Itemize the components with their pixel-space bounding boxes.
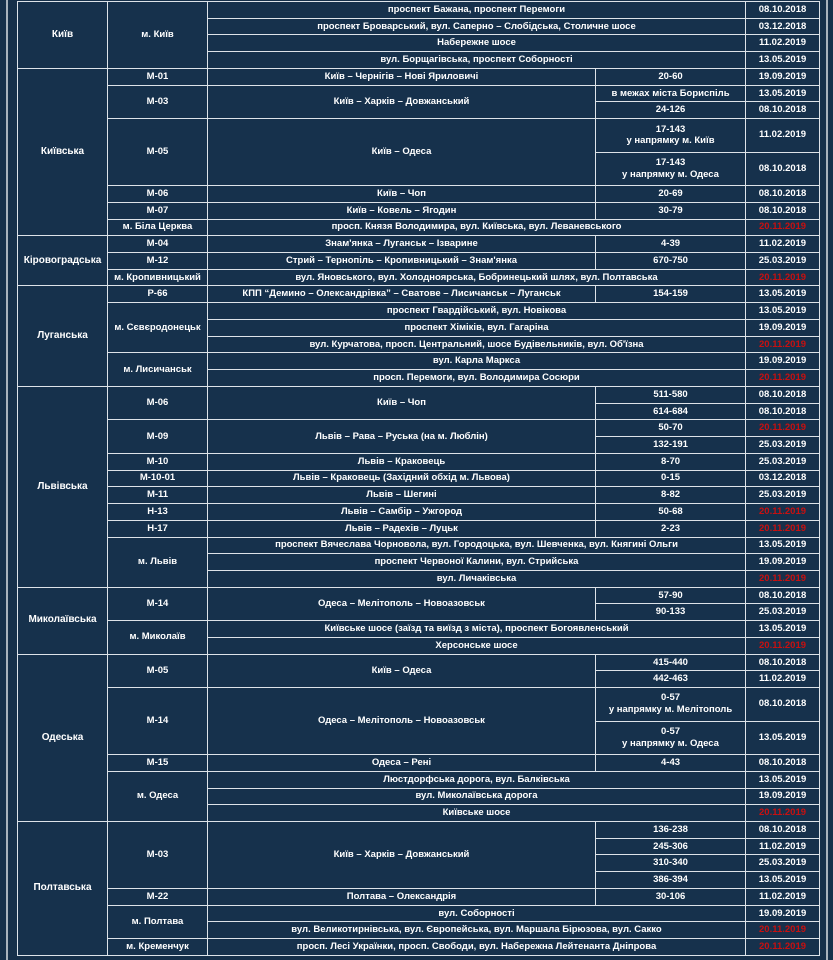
road-code-cell: М-04 [108, 236, 208, 253]
date-cell: 13.05.2019 [746, 872, 820, 889]
table-row [18, 303, 820, 320]
road-code-cell: М-10 [108, 453, 208, 470]
region-cell: Полтавська [18, 821, 108, 955]
date-cell: 20.11.2019 [746, 336, 820, 353]
km-range: 20-60 [658, 70, 683, 82]
km-range-cell [596, 654, 746, 671]
km-range: 0-57 [661, 725, 681, 737]
table-row [18, 654, 820, 671]
road-name-cell: Львів – Краковець [208, 453, 596, 470]
table-row [18, 520, 820, 537]
km-range-cell [596, 721, 746, 754]
table-row [18, 186, 820, 203]
km-range-cell [596, 85, 746, 102]
street-cell: вул. Соборності [208, 905, 746, 922]
date-cell: 20.11.2019 [746, 269, 820, 286]
km-range: 30-79 [658, 204, 683, 216]
road-code-cell: М-07 [108, 202, 208, 219]
km-range-cell [596, 855, 746, 872]
date-cell: 08.10.2018 [746, 403, 820, 420]
km-range-cell [596, 872, 746, 889]
street-cell: Херсонське шосе [208, 637, 746, 654]
road-code-cell: М-06 [108, 186, 208, 203]
street-cell: вул. Карла Маркса [208, 353, 746, 370]
km-range: 154-159 [653, 288, 688, 300]
date-cell: 20.11.2019 [746, 520, 820, 537]
region-cell: Луганська [18, 286, 108, 386]
table-row [18, 621, 820, 638]
km-direction: у напрямку м. Одеса [622, 737, 719, 749]
date-cell: 13.05.2019 [746, 621, 820, 638]
km-range-cell [596, 487, 746, 504]
table-row [18, 2, 820, 19]
date-cell: 13.05.2019 [746, 721, 820, 754]
region-cell: Київ [18, 2, 108, 69]
table-row [18, 68, 820, 85]
date-cell: 13.05.2019 [746, 771, 820, 788]
table-row [18, 888, 820, 905]
road-name-cell: Київ – Чернігів – Нові Яриловичі [208, 68, 596, 85]
region-cell: Львівська [18, 386, 108, 587]
date-cell: 19.09.2019 [746, 353, 820, 370]
km-range: 0-15 [661, 472, 681, 484]
table-row [18, 537, 820, 554]
street-cell: просп. Перемоги, вул. Володимира Сосюри [208, 370, 746, 387]
road-name-cell: Київ – Чоп [208, 186, 596, 203]
region-cell: Київська [18, 68, 108, 235]
street-cell: проспект Червоної Калини, вул. Стрийська [208, 554, 746, 571]
km-range-cell [596, 119, 746, 152]
road-code-cell: М-22 [108, 888, 208, 905]
street-cell: вул. Курчатова, просп. Центральний, шосе Будівельників, вул. Об'їзна [208, 336, 746, 353]
date-cell: 11.02.2019 [746, 119, 820, 152]
km-range: 245-306 [653, 840, 688, 852]
km-range: 442-463 [653, 673, 688, 685]
km-range: 670-750 [653, 254, 688, 266]
date-cell: 08.10.2018 [746, 755, 820, 772]
road-name-cell: Київ – Харків – Довжанський [208, 821, 596, 888]
date-cell: 19.09.2019 [746, 788, 820, 805]
date-cell: 08.10.2018 [746, 2, 820, 19]
table-row [18, 771, 820, 788]
date-cell: 11.02.2019 [746, 236, 820, 253]
road-code-cell: М-10-01 [108, 470, 208, 487]
road-code-cell: м. Одеса [108, 771, 208, 821]
km-range-cell [596, 152, 746, 185]
table-row [18, 286, 820, 303]
km-range-cell [596, 68, 746, 85]
road-code-cell: М-14 [108, 688, 208, 755]
date-cell: 13.05.2019 [746, 52, 820, 69]
table-row [18, 219, 820, 236]
km-range-cell [596, 838, 746, 855]
date-cell: 08.10.2018 [746, 654, 820, 671]
road-name-cell: Львів – Радехів – Луцьк [208, 520, 596, 537]
street-cell: просп. Лесі Українки, просп. Свободи, вул. Набережна Лейтенанта Дніпрова [208, 939, 746, 956]
km-direction: у напрямку м. Одеса [622, 168, 719, 180]
date-cell: 13.05.2019 [746, 303, 820, 320]
road-code-cell: М-09 [108, 420, 208, 453]
date-cell: 08.10.2018 [746, 186, 820, 203]
km-range: 4-39 [661, 238, 681, 250]
table-row [18, 453, 820, 470]
road-name-cell: Одеса – Мелітополь – Новоазовськ [208, 688, 596, 755]
km-range-cell [596, 286, 746, 303]
km-range: 17-143 [655, 123, 686, 135]
date-cell: 25.03.2019 [746, 855, 820, 872]
road-name-cell: Львів – Рава – Руська (на м. Люблін) [208, 420, 596, 453]
road-code-cell: м. Київ [108, 2, 208, 69]
date-cell: 20.11.2019 [746, 939, 820, 956]
date-cell: 19.09.2019 [746, 905, 820, 922]
street-cell: вул. Борщагівська, проспект Соборності [208, 52, 746, 69]
table-row [18, 119, 820, 152]
date-cell: 03.12.2018 [746, 18, 820, 35]
km-range: 90-133 [655, 606, 686, 618]
km-range: 415-440 [653, 656, 688, 668]
km-range-cell [596, 102, 746, 119]
road-code-cell: м. Львів [108, 537, 208, 587]
table-row [18, 755, 820, 772]
street-cell: Набережне шосе [208, 35, 746, 52]
date-cell: 20.11.2019 [746, 637, 820, 654]
km-range: 614-684 [653, 405, 688, 417]
date-cell: 25.03.2019 [746, 437, 820, 454]
road-code-cell: м. Сєвєродонецьк [108, 303, 208, 353]
date-cell: 11.02.2019 [746, 838, 820, 855]
km-range-cell [596, 253, 746, 270]
road-name-cell: Знам'янка – Луганськ – Ізварине [208, 236, 596, 253]
street-cell: вул. Великотирнівська, вул. Європейська, вул. Маршала Бірюзова, вул. Сакко [208, 922, 746, 939]
km-range: 2-23 [661, 522, 681, 534]
table-row [18, 236, 820, 253]
region-cell: Одеська [18, 654, 108, 821]
road-name-cell: Київ – Одеса [208, 119, 596, 186]
road-repair-table-body [18, 2, 820, 956]
road-repair-table [17, 1, 820, 956]
km-direction: у напрямку м. Київ [626, 135, 715, 147]
road-name-cell: КПП “Демино – Олександрівка” – Сватове – Лисичанськ – Луганськ [208, 286, 596, 303]
page-edge-line-left [6, 0, 8, 960]
road-name-cell: Львів – Шегині [208, 487, 596, 504]
street-cell: вул. Личаківська [208, 570, 746, 587]
table-row [18, 587, 820, 604]
km-range: 50-70 [658, 422, 683, 434]
table-row [18, 386, 820, 403]
road-code-cell: М-11 [108, 487, 208, 504]
road-name-cell: Стрий – Тернопіль – Кропивницький – Знам'янка [208, 253, 596, 270]
street-cell: проспект Вячеслава Чорновола, вул. Городоцька, вул. Шевченка, вул. Княгині Ольги [208, 537, 746, 554]
km-range-cell [596, 186, 746, 203]
km-range-cell [596, 470, 746, 487]
road-name-cell: Львів – Самбір – Ужгород [208, 504, 596, 521]
date-cell: 11.02.2019 [746, 888, 820, 905]
km-range-cell [596, 671, 746, 688]
table-row [18, 688, 820, 721]
street-cell: Київське шосе (заїзд та виїзд з міста), проспект Богоявленський [208, 621, 746, 638]
km-range-cell [596, 821, 746, 838]
table-row [18, 470, 820, 487]
km-range-cell [596, 202, 746, 219]
table-row [18, 487, 820, 504]
km-range-cell [596, 386, 746, 403]
road-code-cell: М-03 [108, 821, 208, 888]
street-cell: вул. Миколаївська дорога [208, 788, 746, 805]
km-range-cell [596, 453, 746, 470]
km-range: 4-43 [661, 756, 681, 768]
date-cell: 19.09.2019 [746, 68, 820, 85]
road-code-cell: М-15 [108, 755, 208, 772]
street-cell: проспект Бажана, проспект Перемоги [208, 2, 746, 19]
street-cell: Люстдорфська дорога, вул. Балківська [208, 771, 746, 788]
street-cell: проспект Гвардійський, вул. Новікова [208, 303, 746, 320]
date-cell: 25.03.2019 [746, 487, 820, 504]
date-cell: 20.11.2019 [746, 922, 820, 939]
km-range-cell [596, 755, 746, 772]
road-code-cell: М-05 [108, 654, 208, 687]
date-cell: 08.10.2018 [746, 821, 820, 838]
date-cell: 11.02.2019 [746, 671, 820, 688]
road-code-cell: Н-13 [108, 504, 208, 521]
km-range-cell [596, 420, 746, 437]
page-edge-line-right [826, 0, 828, 960]
table-row [18, 269, 820, 286]
date-cell: 13.05.2019 [746, 537, 820, 554]
road-code-cell: М-03 [108, 85, 208, 118]
road-code-cell: м. Миколаїв [108, 621, 208, 654]
road-code-cell: М-01 [108, 68, 208, 85]
road-name-cell: Полтава – Олександрія [208, 888, 596, 905]
km-range: в межах міста Бориспіль [611, 87, 730, 99]
km-range: 310-340 [653, 857, 688, 869]
road-code-cell: м. Полтава [108, 905, 208, 938]
km-range: 20-69 [658, 188, 683, 199]
km-range: 0-57 [661, 692, 681, 704]
road-name-cell: Львів – Краковець (Західний обхід м. Львова) [208, 470, 596, 487]
km-range: 17-143 [655, 156, 686, 168]
date-cell: 08.10.2018 [746, 102, 820, 119]
street-cell: вул. Яновського, вул. Холодноярська, Бобринецький шлях, вул. Полтавська [208, 269, 746, 286]
km-range: 30-106 [655, 890, 686, 902]
road-name-cell: Київ – Одеса [208, 654, 596, 687]
road-code-cell: М-14 [108, 587, 208, 620]
date-cell: 11.02.2019 [746, 35, 820, 52]
km-range-cell [596, 236, 746, 253]
road-name-cell: Одеса – Мелітополь – Новоазовськ [208, 587, 596, 620]
table-row [18, 85, 820, 102]
km-range: 8-82 [661, 489, 681, 501]
region-cell: Миколаївська [18, 587, 108, 654]
street-cell: Київське шосе [208, 805, 746, 822]
km-range: 24-126 [655, 104, 686, 116]
km-range-cell [596, 888, 746, 905]
km-range-cell [596, 688, 746, 721]
km-range: 132-191 [653, 439, 688, 451]
date-cell: 08.10.2018 [746, 688, 820, 721]
date-cell: 03.12.2018 [746, 470, 820, 487]
date-cell: 20.11.2019 [746, 805, 820, 822]
date-cell: 20.11.2019 [746, 370, 820, 387]
date-cell: 13.05.2019 [746, 286, 820, 303]
table-row [18, 905, 820, 922]
table-row [18, 253, 820, 270]
km-range: 50-68 [658, 505, 683, 517]
date-cell: 08.10.2018 [746, 587, 820, 604]
road-name-cell: Київ – Ковель – Ягодин [208, 202, 596, 219]
km-range-cell [596, 403, 746, 420]
date-cell: 20.11.2019 [746, 570, 820, 587]
region-cell: Кіровоградська [18, 236, 108, 286]
road-code-cell: м. Кропивницький [108, 269, 208, 286]
date-cell: 20.11.2019 [746, 420, 820, 437]
table-row [18, 939, 820, 956]
date-cell: 08.10.2018 [746, 202, 820, 219]
km-range-cell [596, 604, 746, 621]
road-code-cell: М-06 [108, 386, 208, 419]
km-range-cell [596, 504, 746, 521]
table-row [18, 504, 820, 521]
date-cell: 25.03.2019 [746, 604, 820, 621]
table-row [18, 420, 820, 437]
km-range: 57-90 [658, 589, 683, 601]
road-code-cell: М-05 [108, 119, 208, 186]
street-cell: проспект Хіміків, вул. Гагаріна [208, 319, 746, 336]
km-range: 8-70 [661, 455, 681, 467]
street-cell: проспект Броварський, вул. Саперно – Слобідська, Столичне шосе [208, 18, 746, 35]
date-cell: 20.11.2019 [746, 504, 820, 521]
road-code-cell: М-12 [108, 253, 208, 270]
date-cell: 13.05.2019 [746, 85, 820, 102]
road-code-cell: м. Біла Церква [108, 219, 208, 236]
road-code-cell: Н-17 [108, 520, 208, 537]
road-name-cell: Київ – Харків – Довжанський [208, 85, 596, 118]
date-cell: 19.09.2019 [746, 319, 820, 336]
street-cell: просп. Князя Володимира, вул. Київська, вул. Леваневського [208, 219, 746, 236]
date-cell: 25.03.2019 [746, 253, 820, 270]
date-cell: 08.10.2018 [746, 152, 820, 185]
table-row [18, 353, 820, 370]
km-range: 511-580 [653, 388, 688, 400]
km-range-cell [596, 587, 746, 604]
date-cell: 25.03.2019 [746, 453, 820, 470]
km-range-cell [596, 437, 746, 454]
road-code-cell: м. Кременчук [108, 939, 208, 956]
date-cell: 08.10.2018 [746, 386, 820, 403]
date-cell: 19.09.2019 [746, 554, 820, 571]
table-row [18, 202, 820, 219]
km-direction: у напрямку м. Мелітополь [608, 704, 733, 716]
km-range-cell [596, 520, 746, 537]
road-code-cell: Р-66 [108, 286, 208, 303]
km-range: 136-238 [653, 823, 688, 835]
road-name-cell: Одеса – Рені [208, 755, 596, 772]
table-row [18, 821, 820, 838]
road-code-cell: м. Лисичанськ [108, 353, 208, 386]
date-cell: 20.11.2019 [746, 219, 820, 236]
road-name-cell: Київ – Чоп [208, 386, 596, 419]
km-range: 386-394 [653, 874, 688, 886]
